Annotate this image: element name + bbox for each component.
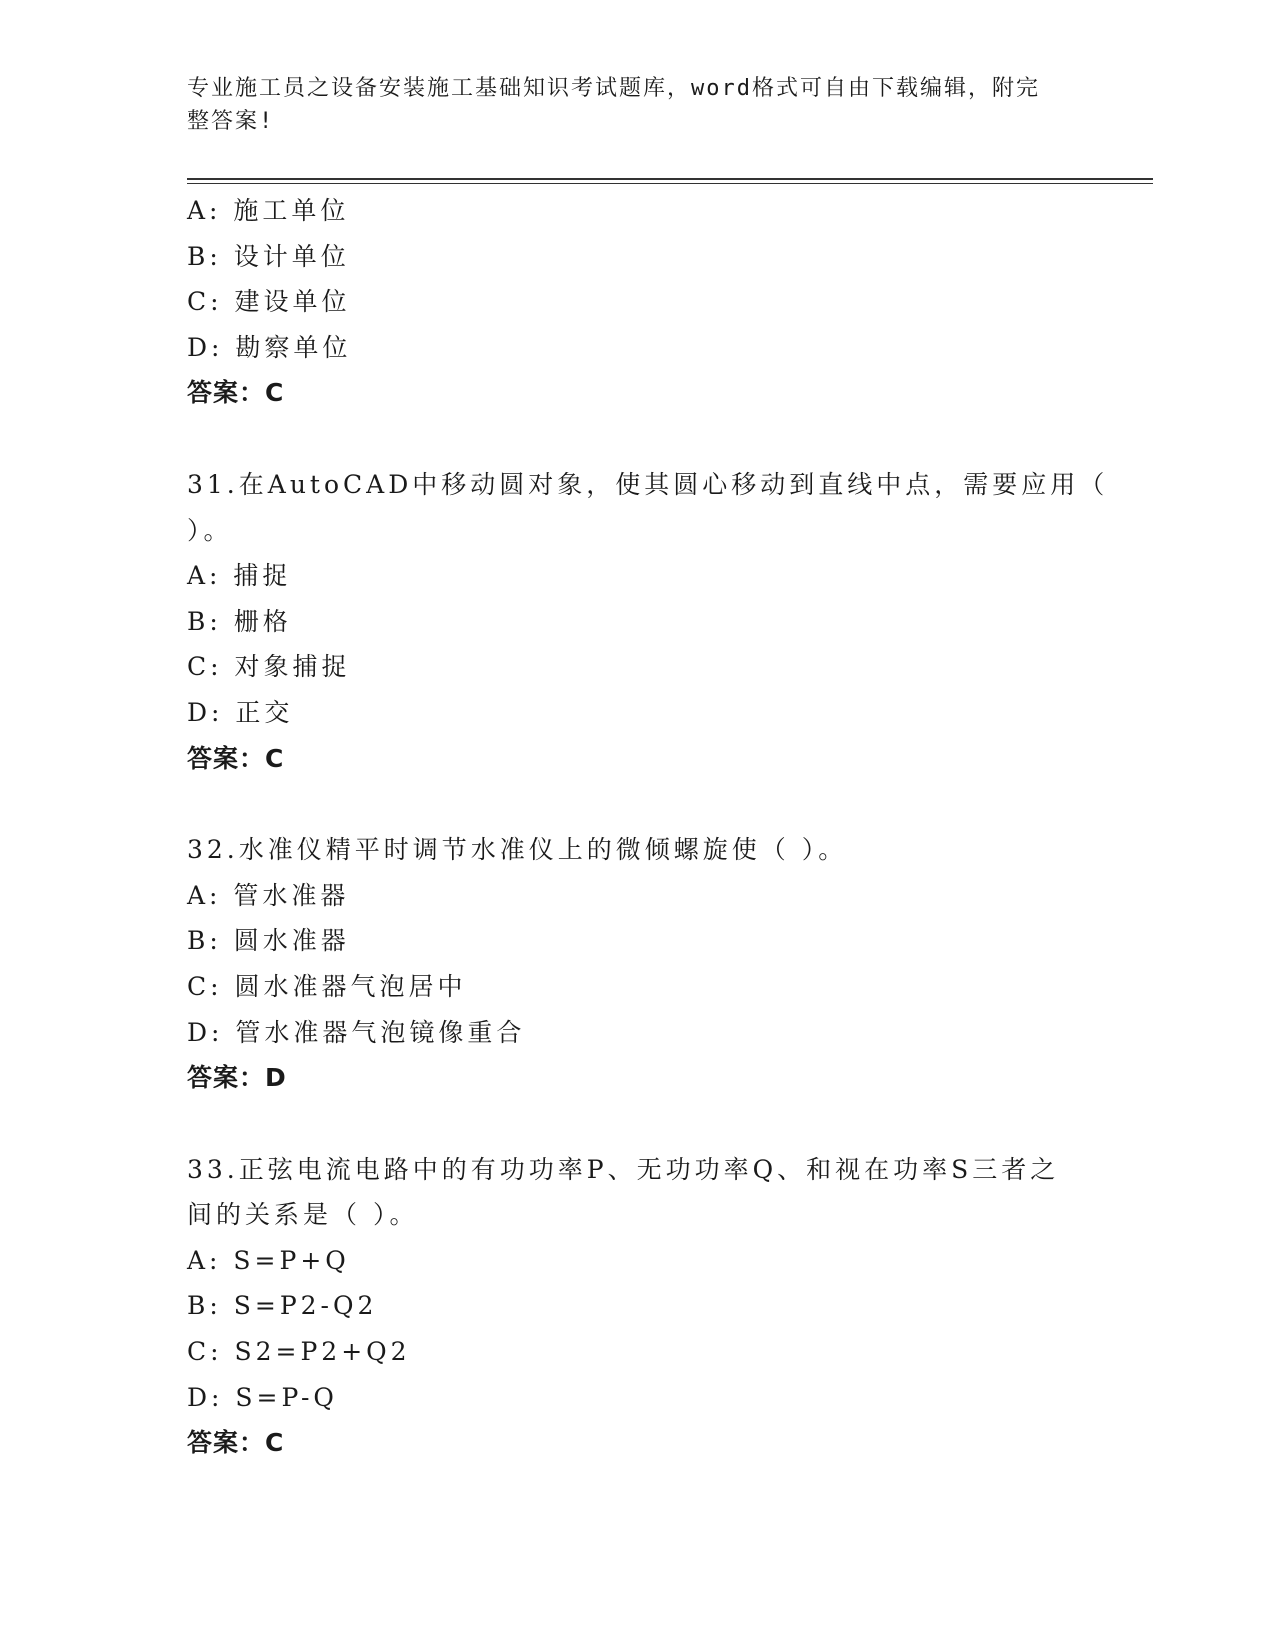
answer-line: 答案：C — [187, 1428, 285, 1458]
question-30 — [187, 188, 1087, 416]
question-stem-line-2: ）。 — [187, 515, 233, 545]
option-c: C: 对象捕捉 — [187, 652, 351, 682]
question-stem-line-1: 33.正弦电流电路中的有功功率P、无功功率Q、和视在功率S三者之 — [187, 1154, 1060, 1184]
header-line-2: 整答案! — [187, 109, 275, 134]
option-a: A: 捕捉 — [187, 561, 292, 591]
answer-line: 答案：D — [187, 1063, 287, 1093]
option-b: B: 栅格 — [187, 606, 292, 636]
option-b: B: 设计单位 — [187, 241, 350, 271]
option-b: B: S=P2-Q2 — [187, 1291, 378, 1321]
option-a: A: S=P+Q — [187, 1245, 350, 1275]
question-32 — [187, 827, 1087, 1101]
option-c: C: 建设单位 — [187, 287, 351, 317]
header-divider — [187, 178, 1153, 180]
answer-line: 答案：C — [187, 743, 285, 773]
question-33 — [187, 1147, 1087, 1466]
header-line-1: 专业施工员之设备安装施工基础知识考试题库，word格式可自由下载编辑，附完 — [187, 76, 1040, 101]
question-stem-line-1: 32.水准仪精平时调节水准仪上的微倾螺旋使（ ）。 — [187, 835, 848, 865]
option-c: C: S2=P2+Q2 — [187, 1337, 411, 1367]
question-list — [187, 188, 1109, 1466]
option-d: D: 管水准器气泡镜像重合 — [187, 1017, 526, 1047]
option-c: C: 圆水准器气泡居中 — [187, 971, 467, 1001]
option-a: A: 施工单位 — [187, 196, 350, 225]
option-b: B: 圆水准器 — [187, 926, 350, 956]
question-stem-line-1: 31.在AutoCAD中移动圆对象，使其圆心移动到直线中点，需要应用（ — [187, 469, 1109, 499]
question-31 — [187, 462, 1109, 781]
header-divider-thin — [187, 183, 1153, 184]
option-d: D: 正交 — [187, 697, 294, 727]
option-a: A: 管水准器 — [187, 880, 350, 910]
option-d: D: 勘察单位 — [187, 332, 352, 362]
question-stem-line-2: 间的关系是（ ）。 — [187, 1200, 419, 1230]
option-d: D: S=P-Q — [187, 1382, 338, 1412]
answer-line: 答案：C — [187, 378, 285, 408]
document-header — [187, 72, 1067, 138]
